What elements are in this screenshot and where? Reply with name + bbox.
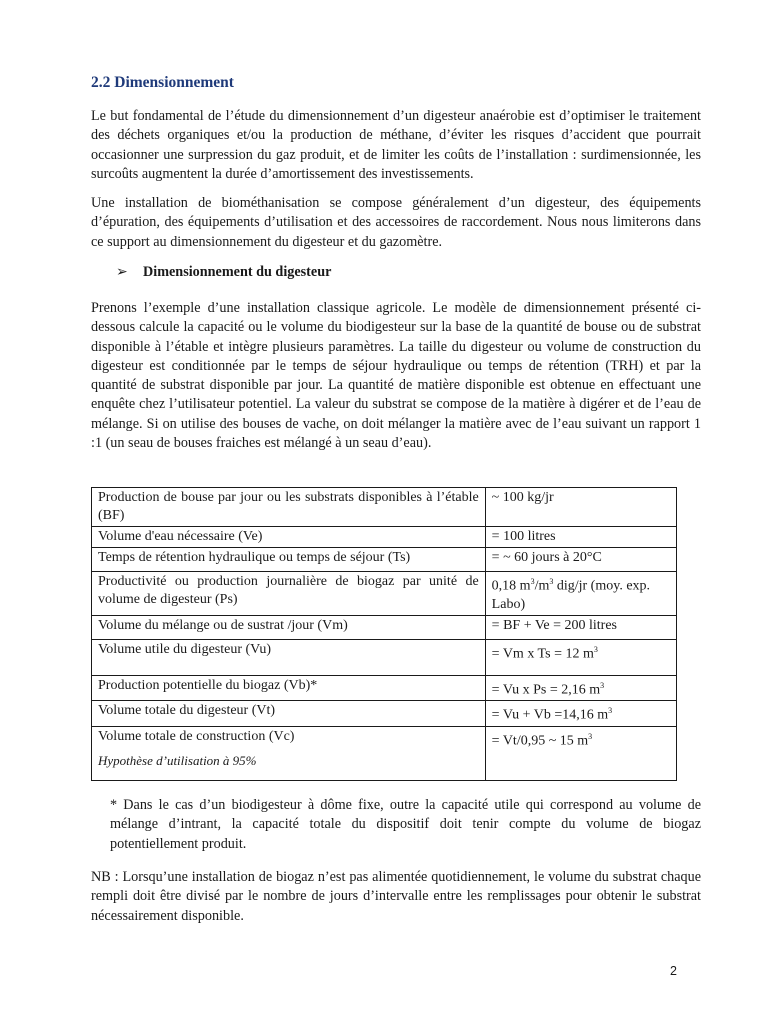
- table-row: [92, 615, 677, 639]
- table-row: [92, 488, 677, 527]
- row-label: Volume utile du digesteur (Vu): [92, 639, 486, 675]
- row-label: Volume totale du digesteur (Vt): [92, 701, 486, 727]
- row-label: Production potentielle du biogaz (Vb)*: [92, 675, 486, 701]
- paragraph-installation: Une installation de biométhanisation se compose généralement d’un digesteur, des équipements d’épuration, des équipements d’utilisation et des accessoires de raccordement. Nous nous limiterons dans ce support au dimensionnement du digesteur et du gazomètre.: [91, 195, 701, 250]
- row-label: Production de bouse par jour ou les substrats disponibles à l’étable (BF): [92, 488, 486, 527]
- row-value: = 100 litres: [485, 527, 676, 548]
- table-row: [92, 572, 677, 616]
- bullet-heading: [116, 264, 331, 281]
- row-value: = Vm x Ts = 12 $m^3$: [485, 639, 676, 675]
- row-value: = Vu + Vb =14,16 $m^3$: [485, 701, 676, 727]
- paragraph-example: Prenons l’exemple d’une installation classique agricole. Le modèle de dimensionnement présenté ci-dessous calcule la capacité ou le volume du biodigesteur sur la base de la quantité de bouse ou de substrat disponible à l’étable et intègre plusieurs paramètres. La taille du digesteur ou volume de construction du digesteur est conditionnée par le temps de séjour hydraulique ou temps de rétention (TRH) et par la quantité de substrat disponible par jour. La quantité de matière disponible est obtenue en effectuant une enquête chez l’utilisateur potentiel. La valeur du substrat se compose de la matière à digérer et de l’eau de mélange. Si on utilise des bouses de vache, on doit mélanger la matière avec de l’eau suivant un rapport 1 :1 (un seau de bouses fraiches est mélangé à un seau d’eau).: [91, 300, 701, 452]
- row-label: Productivité ou production journalière de biogaz par unité de volume de digesteur (Ps): [92, 572, 486, 616]
- table-row: [92, 548, 677, 572]
- hypothesis-note: Hypothèse d’utilisation à 95%: [98, 752, 257, 768]
- sizing-table: [91, 487, 677, 781]
- row-label-text: Volume totale de construction (Vc): [98, 728, 295, 744]
- page-number: 2: [670, 964, 677, 978]
- paragraph-purpose: Le but fondamental de l’étude du dimensionnement d’un digesteur anaérobie est d’optimiser le traitement des déchets organiques et/ou la production de méthane, d’éviter les risques d’accident que pourrait occasionner une surpression du gaz produit, et de limiter les coûts de l’installation : surdimensionnée, les surcoûts augmentent la durée d’amortissement des investissements.: [91, 108, 701, 182]
- row-value: = ~ 60 jours à 20°C: [485, 548, 676, 572]
- row-value: 0,18 $m^3/m^3$ dig/jr (moy. exp. Labo): [485, 572, 676, 616]
- row-label: [92, 726, 486, 780]
- row-label: Temps de rétention hydraulique ou temps de séjour (Ts): [92, 548, 486, 572]
- table-row: [92, 701, 677, 727]
- arrow-bullet-icon: ➢: [116, 264, 128, 280]
- row-value: = Vt/0,95 ~ 15 $m^3$: [485, 726, 676, 780]
- row-label: Volume d'eau nécessaire (Ve): [92, 527, 486, 548]
- table-row: [92, 675, 677, 701]
- table-row: [92, 639, 677, 675]
- row-label: Volume du mélange ou de sustrat /jour (Vm): [92, 615, 486, 639]
- nb-paragraph: NB : Lorsqu’une installation de biogaz n’est pas alimentée quotidiennement, le volume du substrat chaque rempli doit être divisé par le nombre de jours d’intervalle entre les remplissages pour obtenir le substrat nécessairement disponible.: [91, 869, 701, 924]
- table-row: [92, 527, 677, 548]
- bullet-heading-text: Dimensionnement du digesteur: [143, 264, 332, 280]
- table-footnote: * Dans le cas d’un biodigesteur à dôme fixe, outre la capacité utile qui correspond au volume de mélange d’intrant, la capacité totale du dispositif doit tenir compte du volume de biogaz potentiellement produit.: [110, 797, 701, 852]
- section-heading: 2.2 Dimensionnement: [91, 74, 234, 91]
- table-row: [92, 726, 677, 780]
- row-value: = Vu x Ps = 2,16 $m^3$: [485, 675, 676, 701]
- row-value: ~ 100 kg/jr: [485, 488, 676, 527]
- row-value: = BF + Ve = 200 litres: [485, 615, 676, 639]
